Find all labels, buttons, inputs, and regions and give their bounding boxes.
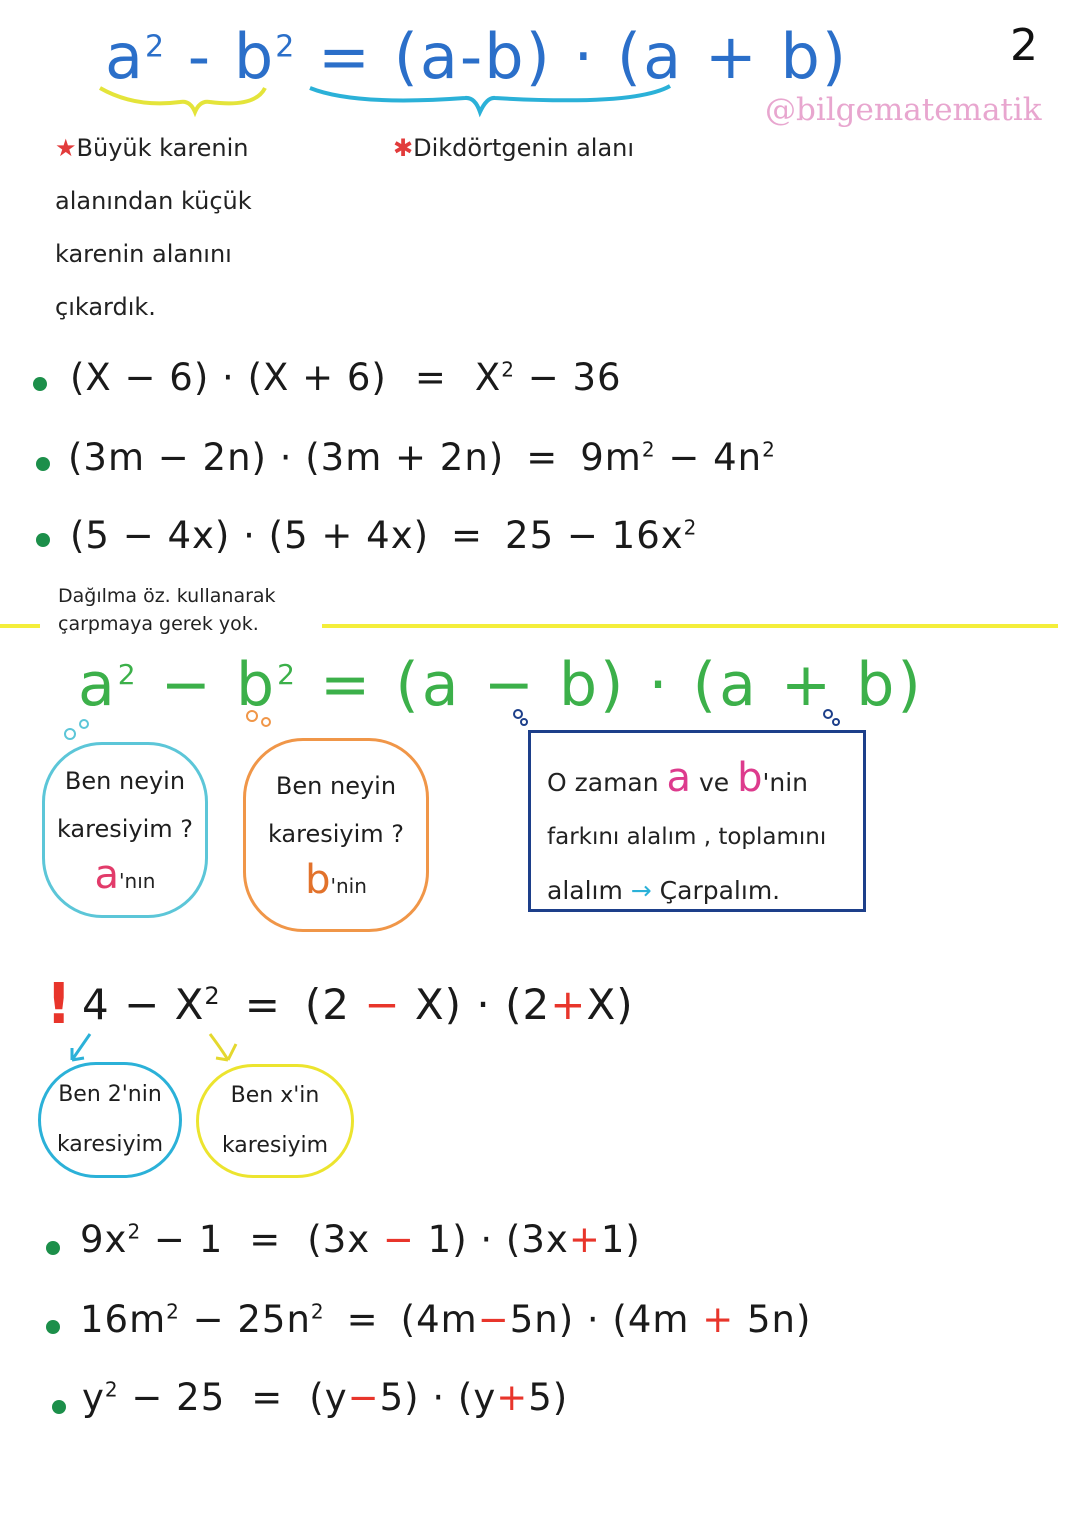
example-1: $(X - 6) \cdot (X + 6) = X^2 - 36$ [70, 356, 622, 399]
divider-line [0, 624, 40, 628]
left-note-line: karenin alanını [55, 240, 232, 268]
info-box: O zaman a ve b'nin farkını alalım , toplamını alalım → Çarpalım. [528, 730, 866, 912]
example-3: $(5 - 4x) \cdot (5 + 4x) = 25 - 16x^2$ [70, 514, 698, 557]
formula-rhs: = (a-b) · (a + b) [296, 20, 849, 93]
left-note-line: alanından küçük [55, 187, 252, 215]
bullet-icon [36, 457, 50, 471]
left-note [55, 122, 355, 334]
asterisk-icon: ✱ [393, 134, 414, 162]
formula-exp: 2 [145, 29, 167, 65]
thought-bubble-b: Ben neyin karesiyim ? b'nin [243, 738, 429, 932]
bullet-icon [46, 1241, 60, 1255]
brace-underlines [95, 80, 695, 120]
example-5: $16m^2 - 25n^2 = (4m-5n) \cdot (4m + 5n)$ [80, 1298, 812, 1341]
middle-example: $4 - X^2 = (2 - X) \cdot (2+X)$ [82, 980, 634, 1029]
arrow-right-icon: → [630, 876, 652, 905]
divider-line [322, 624, 1058, 628]
page-number: 2 [1010, 20, 1038, 71]
formula-a: a [105, 20, 145, 93]
oval-note-2: Ben 2'nin karesiyim [38, 1062, 182, 1178]
distribution-note: Dağılma öz. kullanarak çarpmaya gerek yok. [58, 585, 276, 635]
right-note: ✱Dikdörtgenin alanı [393, 134, 635, 162]
example-2: $(3m - 2n) \cdot (3m + 2n) = 9m^2 - 4n^2$ [68, 436, 776, 479]
green-formula: $a^2 - b^2 = (a - b) \cdot (a + b)$ [78, 650, 924, 720]
formula-exp: 2 [275, 29, 297, 65]
bullet-icon [52, 1400, 66, 1414]
exclamation-icon: ! [46, 972, 72, 1037]
bullet-icon [33, 377, 47, 391]
left-note-line: çıkardık. [55, 293, 156, 321]
thought-bubble-a: Ben neyin karesiyim ? a'nın [42, 742, 208, 918]
bullet-icon [46, 1320, 60, 1334]
example-6: $y^2 - 25 = (y-5) \cdot (y+5)$ [82, 1376, 569, 1419]
left-note-line: ★Büyük karenin [55, 134, 249, 162]
bullet-icon [36, 533, 50, 547]
star-icon: ★ [55, 134, 77, 162]
watermark: @bilgematematik [765, 92, 1042, 128]
example-4: $9x^2 - 1 = (3x - 1) \cdot (3x+1)$ [80, 1218, 641, 1261]
oval-note-x: Ben x'in karesiyim [196, 1064, 354, 1178]
formula-mid: - b [166, 20, 276, 93]
